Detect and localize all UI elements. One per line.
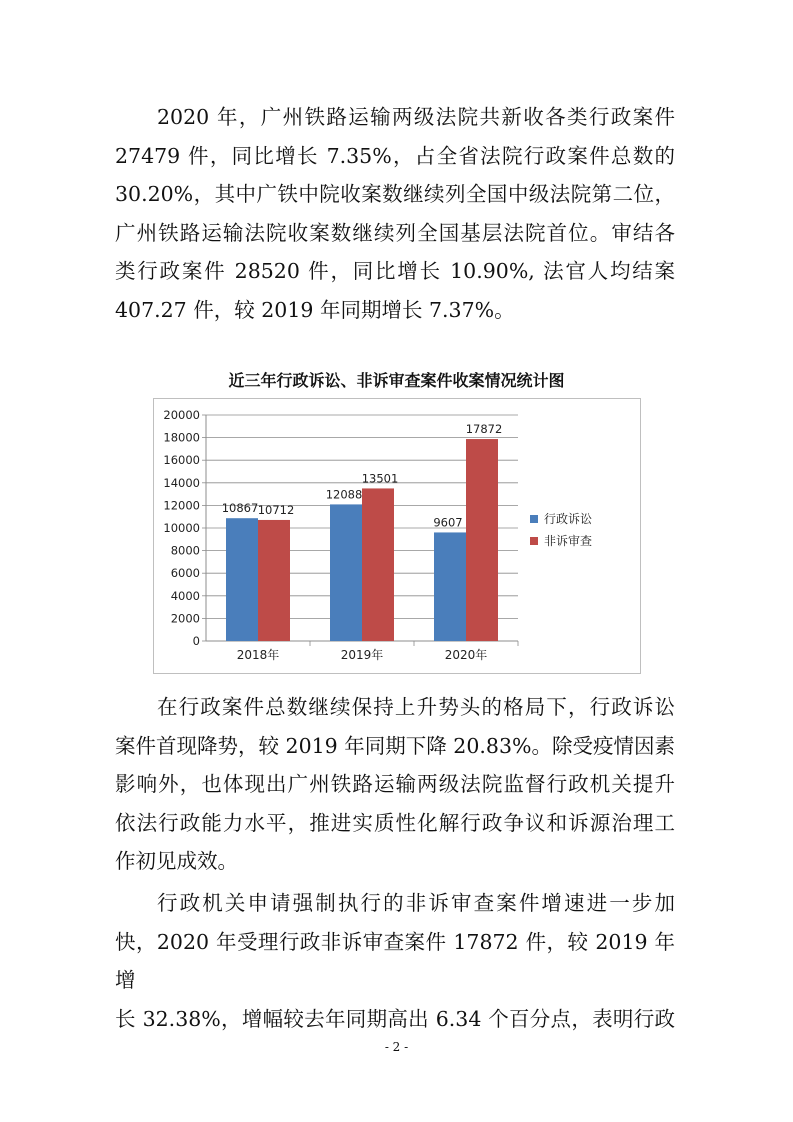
text-line: 广州铁路运输法院收案数继续列全国基层法院首位。审结各 [115,220,675,245]
chart-frame [153,398,641,674]
bar-非诉审查 [258,520,290,641]
y-tick-label: 16000 [163,453,200,468]
y-tick-label: 18000 [163,430,200,445]
bar-非诉审查 [362,488,394,641]
text-line: 在行政案件总数继续保持上升势头的格局下，行政诉讼 [157,695,675,719]
page-number: - 2 - [384,1040,409,1054]
y-tick-label: 10000 [163,521,200,535]
chart-title: 近三年行政诉讼、非诉审查案件收案情况统计图 [228,371,565,390]
text-line: 行政机关申请强制执行的非诉审查案件增速进一步加 [157,891,675,915]
y-tick-label: 12000 [163,498,200,513]
x-tick-label: 2019年 [340,648,384,662]
y-tick-label: 2000 [170,611,200,626]
text-line: 案件首现降势，较 2019 年同期下降 20.83%。除受疫情因素 [115,733,675,758]
data-label: 10712 [257,502,295,517]
legend-label: 行政诉讼 [544,512,593,526]
text-line: 影响外，也体现出广州铁路运输两级法院监督行政机关提升 [115,772,675,796]
y-tick-label: 20000 [163,408,200,422]
bar-行政诉讼 [434,532,466,641]
bar-行政诉讼 [330,504,362,641]
text-line: 快，2020 年受理行政非诉审查案件 17872 件，较 2019 年增 [115,929,675,992]
legend-swatch [530,515,538,523]
text-line: 长 32.38%，增幅较去年同期高出 6.34 个百分点，表明行政 [115,1006,675,1031]
paragraph-2 [115,688,675,881]
y-tick-label: 14000 [163,475,200,490]
y-tick-label: 6000 [170,566,200,581]
y-tick-label: 0 [192,634,200,648]
text-line: 作初见成效。 [115,849,238,873]
text-line: 依法行政能力水平，推进实质性化解行政争议和诉源治理工 [115,810,675,835]
legend-label: 非诉审查 [544,534,593,548]
legend-swatch [530,537,538,545]
data-label: 10867 [221,501,259,516]
bar-非诉审查 [466,439,498,641]
paragraph-3 [115,884,675,1038]
text-line: 407.27 件，较 2019 年同期增长 7.37%。 [115,297,515,322]
x-tick-label: 2020年 [444,648,488,662]
x-tick-label: 2018年 [236,648,280,662]
data-label: 12088 [325,487,363,502]
data-label: 9607 [433,515,463,530]
text-line: 类行政案件 28520 件，同比增长 10.90%, 法官人均结案 [115,259,675,283]
data-label: 17872 [465,422,503,437]
text-line: 27479 件，同比增长 7.35%，占全省法院行政案件总数的 [115,143,675,168]
text-line: 30.20%，其中广铁中院收案数继续列全国中级法院第二位， [115,182,675,206]
bar-chart [154,399,640,673]
y-tick-label: 8000 [170,543,200,558]
bar-行政诉讼 [226,518,258,641]
text-line: 2020 年，广州铁路运输两级法院共新收各类行政案件 [157,105,675,129]
y-tick-label: 4000 [170,588,200,603]
data-label: 13501 [361,471,399,486]
paragraph-1 [115,98,675,329]
